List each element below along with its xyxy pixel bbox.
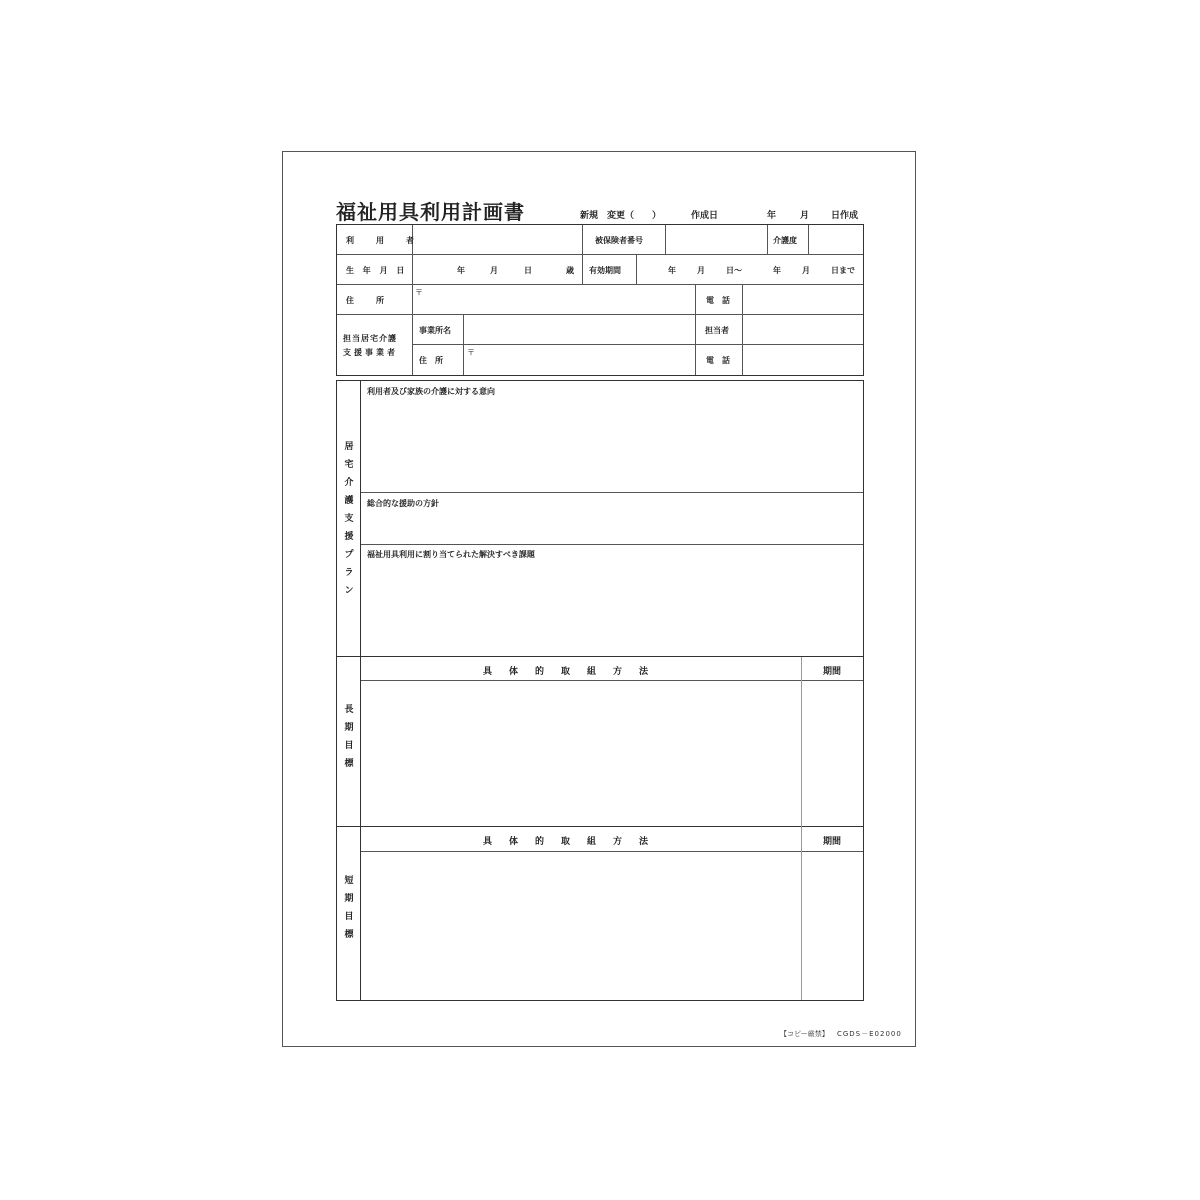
birth-year-label: 年	[457, 266, 465, 275]
age-label: 歳	[566, 266, 574, 275]
valid-to-month-label: 月	[802, 266, 810, 275]
office-phone-field[interactable]	[744, 346, 862, 374]
birth-month-label: 月	[490, 266, 498, 275]
policy-field[interactable]	[362, 510, 862, 542]
intentions-field[interactable]	[362, 398, 862, 490]
care-manager-label-1: 担当居宅介護	[343, 334, 397, 343]
care-level-label: 介護度	[773, 236, 797, 245]
new-change-field: 新規 変更（ ）	[580, 211, 662, 221]
long-term-period-header: 期間	[823, 667, 842, 677]
user-name-field[interactable]	[414, 226, 580, 253]
address-field[interactable]	[414, 286, 693, 313]
address-label: 住 所	[346, 296, 386, 305]
long-term-method-field[interactable]	[362, 682, 800, 825]
person-in-charge-label: 担当者	[705, 326, 729, 335]
intentions-label: 利用者及び家族の介護に対する意向	[367, 387, 495, 396]
short-term-period-field[interactable]	[803, 853, 862, 999]
short-term-goal-label: 短 期 目 標	[344, 876, 354, 940]
office-phone-label: 電 話	[706, 356, 730, 365]
phone-label: 電 話	[706, 296, 730, 305]
insured-number-field[interactable]	[667, 226, 765, 253]
issues-label: 福祉用具利用に割り当てられた解決すべき課題	[367, 550, 535, 559]
phone-field[interactable]	[744, 286, 862, 313]
created-year-label: 年	[767, 211, 777, 221]
birth-day-label: 日	[524, 266, 532, 275]
created-month-label: 月	[800, 211, 810, 221]
issues-field[interactable]	[362, 561, 862, 654]
person-in-charge-field[interactable]	[744, 316, 862, 343]
short-term-method-header: 具 体 的 取 組 方 法	[483, 837, 653, 847]
office-postal-mark: 〒	[467, 348, 475, 357]
created-day-label: 日作成	[831, 211, 859, 221]
valid-to-year-label: 年	[773, 266, 781, 275]
short-term-method-field[interactable]	[362, 853, 800, 999]
care-manager-label-2: 支援事業者	[343, 348, 398, 357]
validity-period-label: 有効期間	[589, 266, 621, 275]
form-code-footer	[780, 1029, 902, 1039]
care-plan-section-label: 居 宅 介 護 支 援 プ ラ ン	[344, 442, 354, 596]
valid-from-day-label: 日〜	[726, 266, 742, 275]
valid-from-month-label: 月	[697, 266, 705, 275]
long-term-period-field[interactable]	[803, 682, 862, 825]
valid-to-day-label: 日まで	[831, 266, 855, 275]
postal-mark: 〒	[415, 288, 423, 297]
office-name-label: 事業所名	[419, 326, 451, 335]
form-title: 福祉用具利用計画書	[336, 200, 525, 224]
insured-number-label: 被保険者番号	[595, 236, 643, 245]
care-level-field[interactable]	[810, 226, 862, 253]
form-code: CGDS－E02000	[836, 1030, 902, 1038]
created-date-label: 作成日	[691, 211, 719, 221]
policy-label: 総合的な援助の方針	[367, 499, 439, 508]
short-term-period-header: 期間	[823, 837, 842, 847]
long-term-goal-label: 長 期 目 標	[344, 705, 354, 769]
office-name-field[interactable]	[465, 316, 693, 343]
copy-prohibited-note: 【コピー厳禁】	[780, 1030, 829, 1038]
birthdate-label: 生 年 月 日	[346, 266, 408, 275]
office-address-label: 住 所	[419, 356, 443, 365]
office-address-field[interactable]	[465, 346, 693, 374]
user-label: 利 用 者	[346, 236, 421, 245]
valid-from-year-label: 年	[668, 266, 676, 275]
long-term-method-header: 具 体 的 取 組 方 法	[483, 667, 653, 677]
